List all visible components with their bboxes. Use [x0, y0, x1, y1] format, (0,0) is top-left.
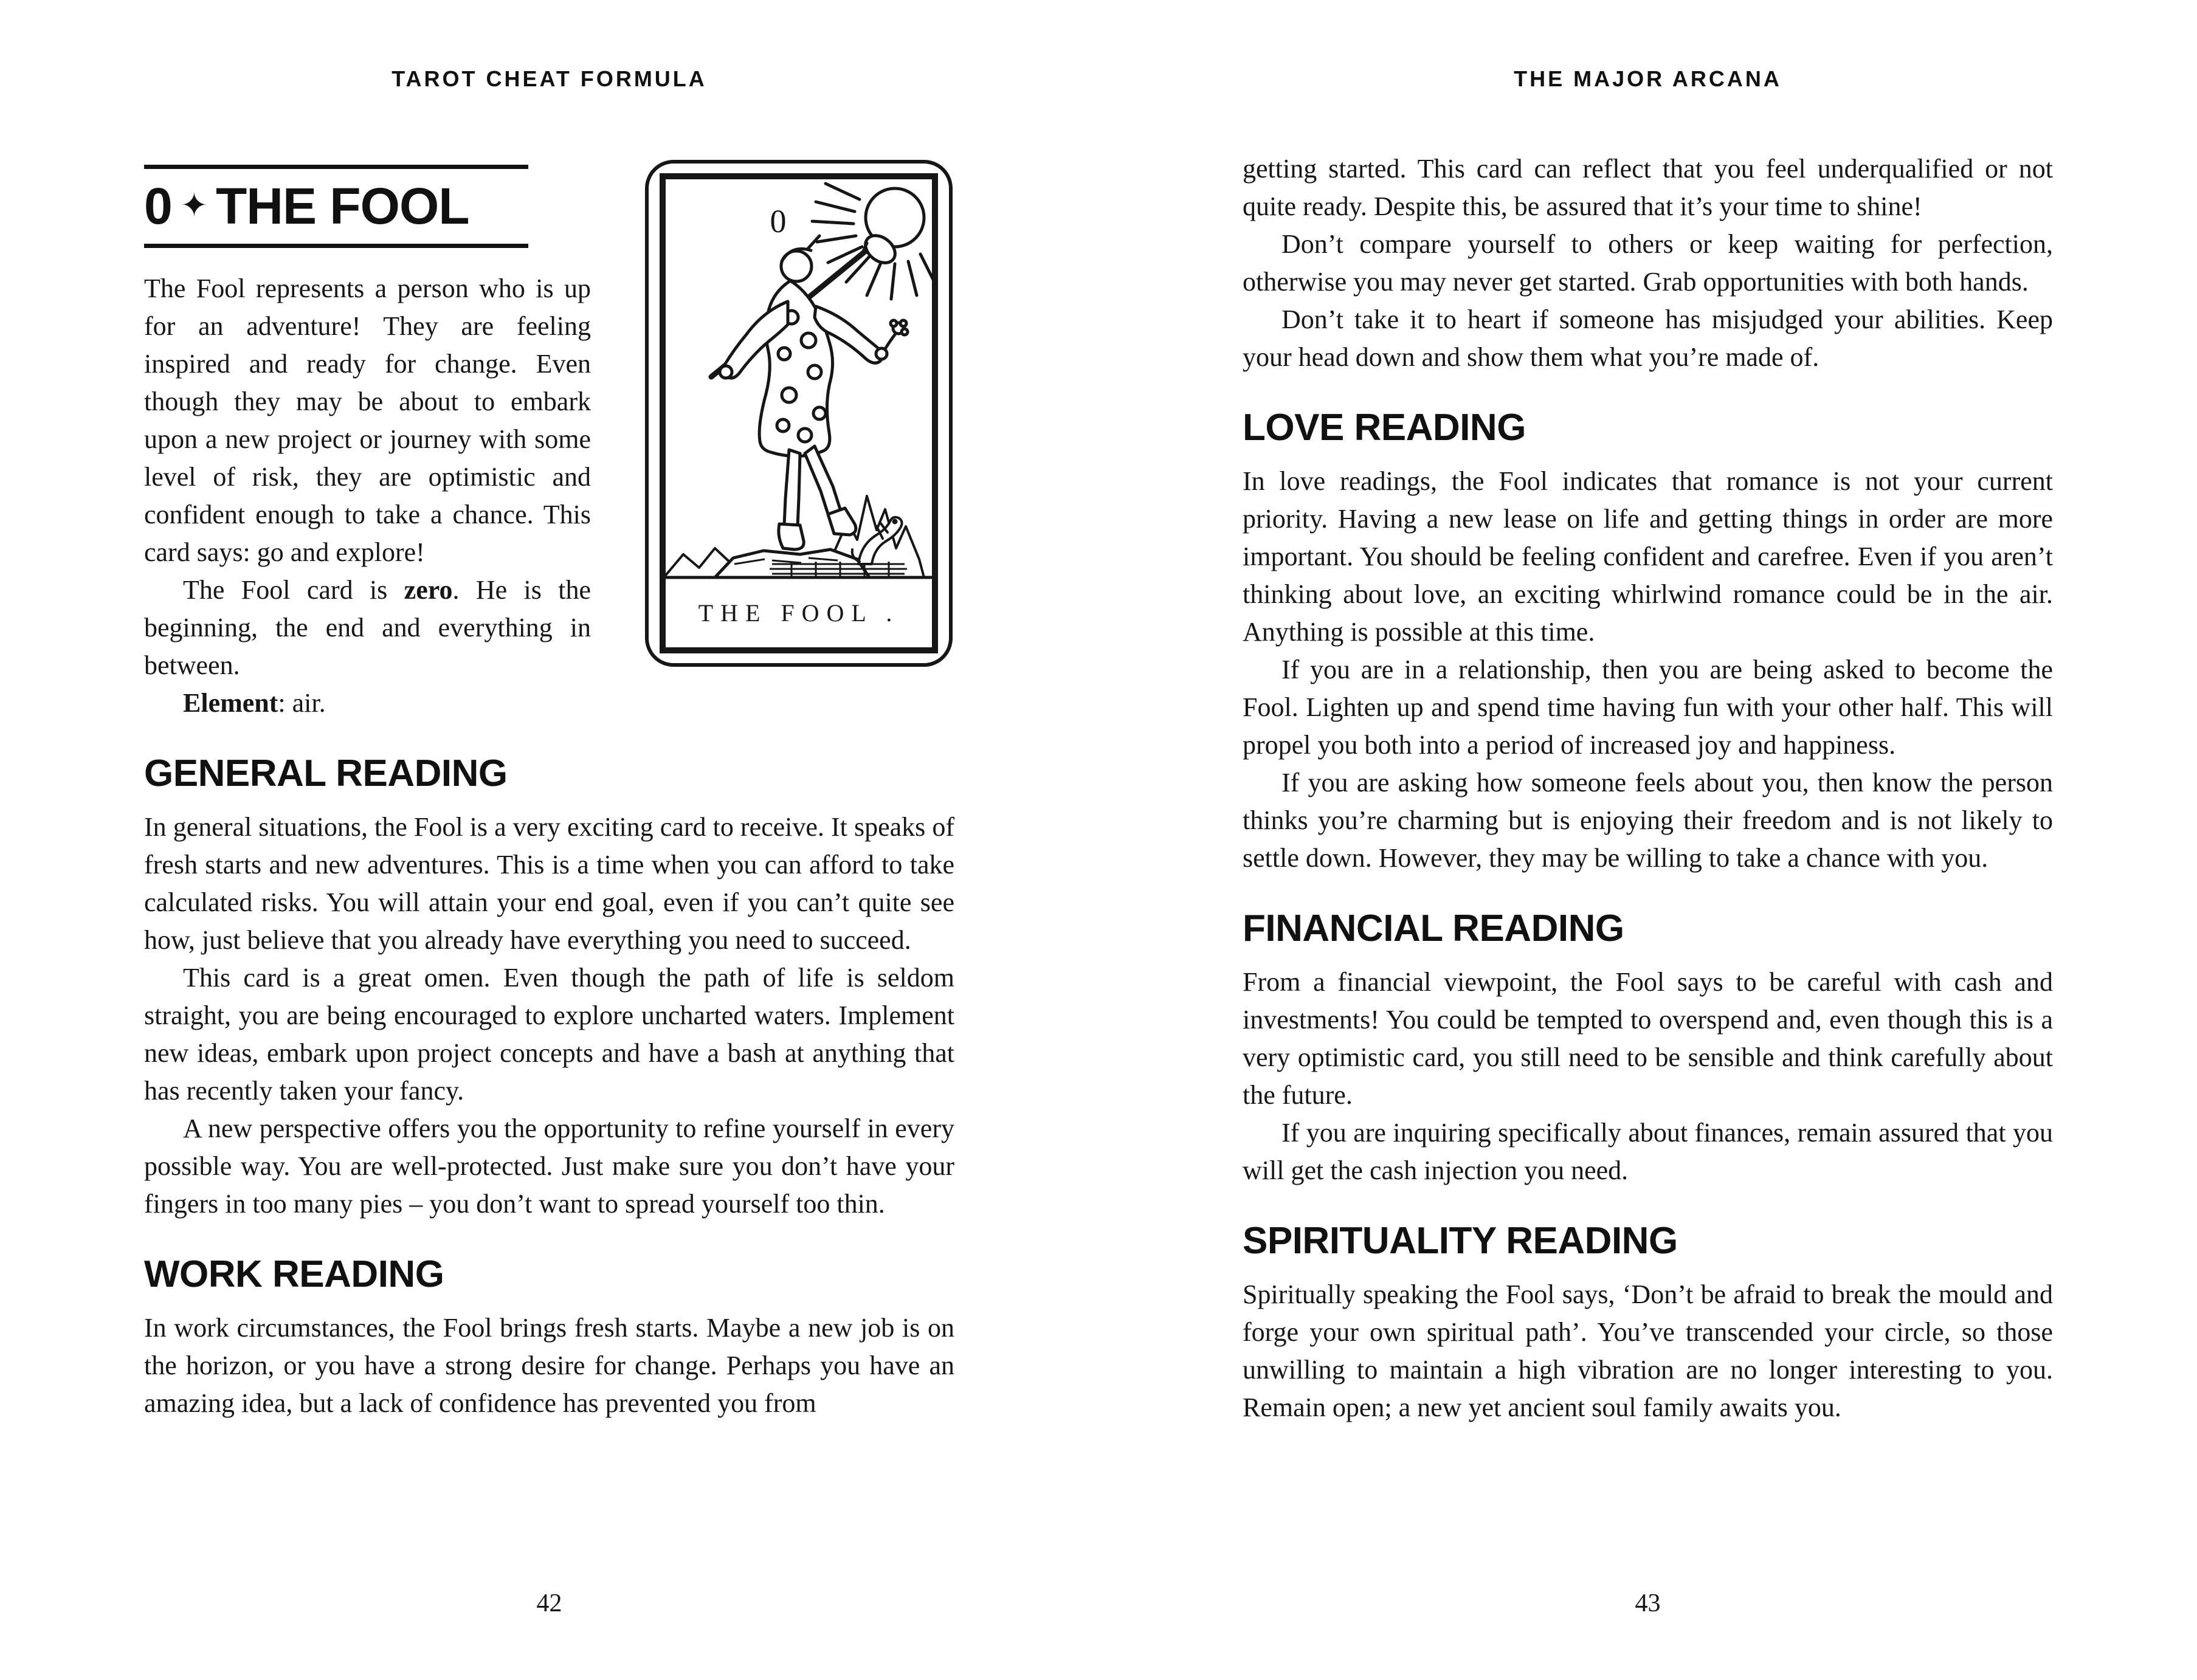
- running-head-left: TAROT CHEAT FORMULA: [391, 66, 707, 91]
- paragraph: In work circumstances, the Fool brings fresh starts. Maybe a new job is on the horizon, or you have a strong desire for change. Perhaps you have an amazing idea, but a lack of confidence has prevented you from: [144, 1313, 954, 1418]
- title-name: THE FOOL: [215, 177, 469, 235]
- paragraph: If you are asking how someone feels about you, then know the person thinks you’re charming but is enjoying their freedom and is not likely to settle down. However, they may be willing to take a chance with you.: [1243, 768, 2053, 873]
- section-heading: GENERAL READING: [144, 752, 508, 794]
- card-number: 0: [770, 203, 787, 239]
- four-point-star-icon: ✦: [180, 187, 207, 224]
- fool-left-boot: [779, 524, 804, 549]
- section-heading: LOVE READING: [1243, 407, 1526, 449]
- paragraph: Don’t compare yourself to others or keep waiting for perfection, otherwise you may never get started. Grab opportunities with both hands.: [1243, 229, 2053, 297]
- section-love-reading: [1243, 409, 2053, 877]
- section-financial-reading: [1243, 907, 2053, 1189]
- section-heading: SPIRITUALITY READING: [1243, 1220, 1678, 1262]
- continuation-paragraphs: [1243, 150, 2053, 376]
- section-work-reading: [144, 1253, 954, 1422]
- paragraph: The Fool card is zero. He is the beginning, the end and everything in between.: [144, 575, 591, 680]
- section-paragraphs: [144, 808, 954, 1223]
- tarot-card-svg: [643, 158, 954, 669]
- page-number-right: 43: [1635, 1589, 1661, 1617]
- section-general-reading: [144, 752, 954, 1223]
- tarot-card-illustration: [643, 158, 954, 669]
- paragraph: Element: air.: [183, 688, 326, 718]
- paragraph: If you are in a relationship, then you are being asked to become the Fool. Lighten up and spend time having fun with your other half. This will propel you both into a period of increased joy and happiness.: [1243, 655, 2053, 760]
- paragraph: A new perspective offers you the opportunity to refine yourself in every possible way. You are well-protected. Just make sure you don’t have your fingers in too many pies – you don’t want to spread yourself too thin.: [144, 1114, 954, 1219]
- paragraph: If you are inquiring specifically about finances, remain assured that you will get the cash injection you need.: [1243, 1118, 2053, 1185]
- section-heading: WORK READING: [144, 1253, 444, 1295]
- page-left: [0, 0, 1098, 1680]
- title-number: 0: [144, 177, 172, 235]
- running-head-right: THE MAJOR ARCANA: [1514, 66, 1782, 91]
- paragraph: In general situations, the Fool is a very exciting card to receive. It speaks of fresh starts and new adventures. This is a time when you can afford to take calculated risks. You will attain your end goal, even if you can’t quite see how, just believe that you already have everything you need to succeed.: [144, 812, 954, 955]
- section-paragraphs: [144, 1309, 954, 1422]
- section-paragraphs: [1243, 463, 2053, 877]
- section-heading: FINANCIAL READING: [1243, 907, 1624, 949]
- page-title: [144, 177, 528, 235]
- paragraph: In love readings, the Fool indicates that romance is not your current priority. Having a new lease on life and getting things in order are more important. You should be feeling confident and carefree. Even if you aren’t thinking about love, an exciting whirlwind romance could be in the air. Anything is possible at this time.: [1243, 466, 2053, 647]
- section-paragraphs: [1243, 963, 2053, 1189]
- card-caption: THE FOOL .: [698, 599, 900, 627]
- section-paragraphs: [1243, 1276, 2053, 1427]
- page-number-left: 42: [536, 1589, 562, 1617]
- paragraph: From a financial viewpoint, the Fool says to be careful with cash and investments! You could be tempted to overspend and, even though this is a very optimistic card, you still need to be sensible and think carefully about the future.: [1243, 967, 2053, 1110]
- paragraph: Spiritually speaking the Fool says, ‘Don’t be afraid to break the mould and forge your own spiritual path’. You’ve transcended your circle, so those unwilling to maintain a high vibration are no longer interesting to you. Remain open; a new yet ancient soul family awaits you.: [1243, 1279, 2053, 1422]
- paragraph: This card is a great omen. Even though the path of life is seldom straight, you are being encouraged to explore uncharted waters. Implement new ideas, embark upon project concepts and have a bash at anything that has recently taken your fancy.: [144, 963, 954, 1106]
- section-spirituality-reading: [1243, 1222, 2053, 1427]
- paragraph: getting started. This card can reflect that you feel underqualified or not quite ready. Despite this, be assured that it’s your time to shine!: [1243, 154, 2053, 221]
- paragraph: Don’t take it to heart if someone has misjudged your abilities. Keep your head down and show them what you’re made of.: [1243, 305, 2053, 372]
- card-title-block: [144, 165, 528, 248]
- page-right: [1098, 0, 2197, 1680]
- paragraph: The Fool represents a person who is up for an adventure! They are feeling inspired and ready for change. Even though they may be about to embark upon a new project or journey with some level of risk, they are optimistic and confident enough to take a chance. This card says: go and explore!: [144, 274, 591, 567]
